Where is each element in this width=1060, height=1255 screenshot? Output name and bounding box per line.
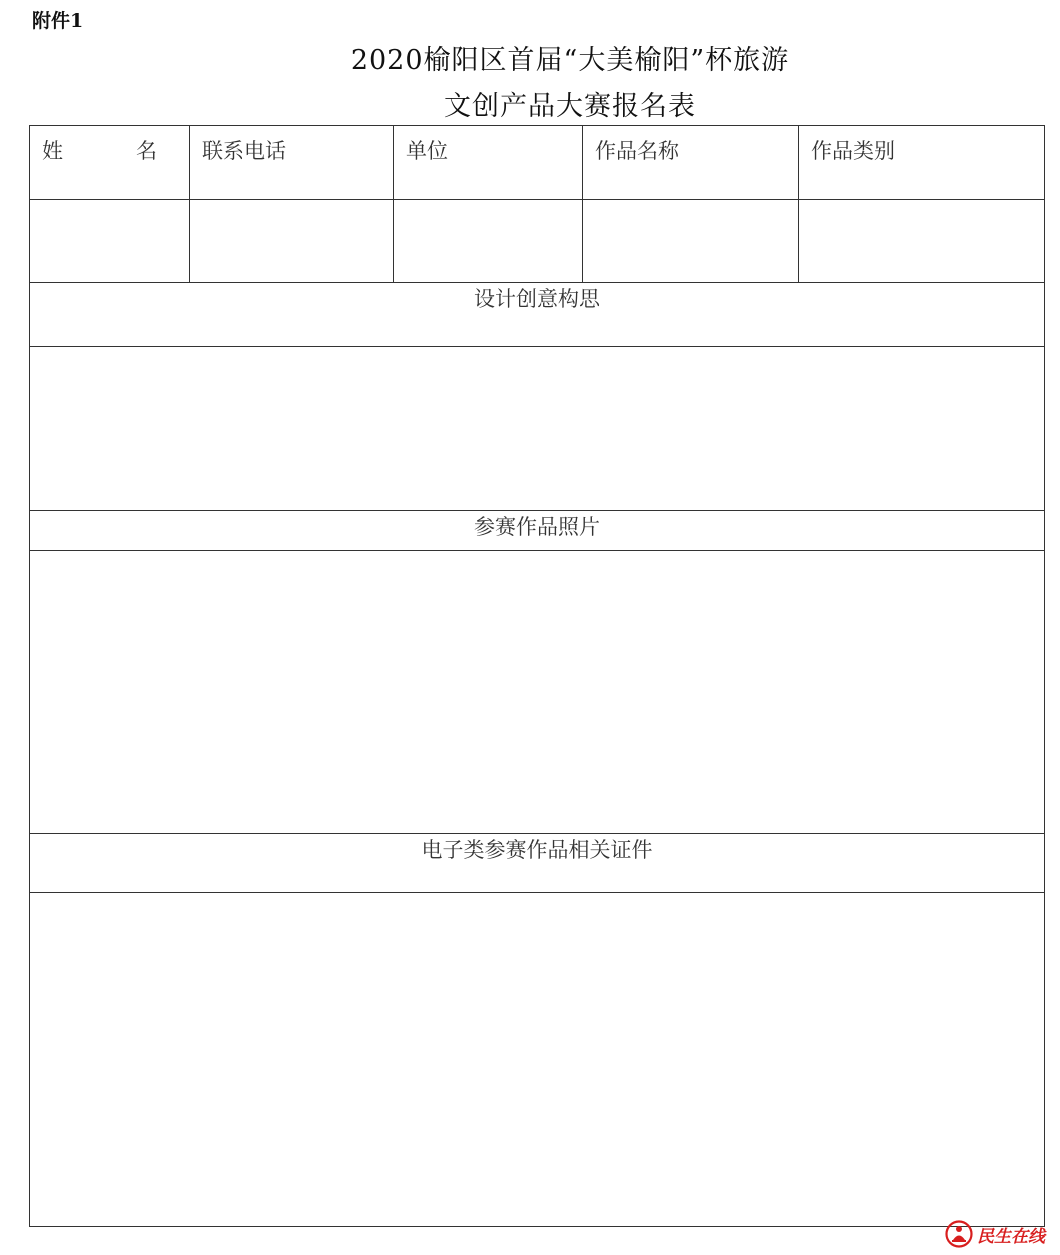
attachment-label: 附件1 [32,10,84,32]
work-category-input-cell[interactable] [799,200,1045,283]
watermark-logo [945,1219,1045,1249]
design-concept-header-row [30,283,1045,347]
design-concept-area-row [30,347,1045,511]
document-title-line2: 文创产品大赛报名表 [444,91,696,122]
certificates-input-area[interactable] [30,893,1045,1227]
header-row [30,126,1045,200]
certificates-header-row [30,834,1045,893]
work-name-input-cell[interactable] [583,200,799,283]
design-concept-label: 设计创意构思 [474,287,600,311]
entry-photos-input-area[interactable] [30,551,1045,834]
header-cell-unit [394,126,583,200]
certificates-area-row [30,893,1045,1227]
entry-row [30,200,1045,283]
entry-photos-heading [30,511,1045,551]
certificates-heading [30,834,1045,893]
document-title-line1: 2020榆阳区首届“大美榆阳”杯旅游 [350,45,790,76]
entry-photos-label: 参赛作品照片 [474,515,600,539]
entry-photos-header-row [30,511,1045,551]
work-name-label: 作品名称 [595,139,679,163]
work-category-label: 作品类别 [811,139,895,163]
header-cell-work-category [799,126,1045,200]
header-cell-phone [190,126,394,200]
phone-input-cell[interactable] [190,200,394,283]
name-label-part2: 名 [136,139,157,163]
registration-form-table [29,125,1045,1227]
unit-label: 单位 [406,139,448,163]
design-concept-heading [30,283,1045,347]
people-circle-logo-icon [945,1220,973,1248]
phone-label: 联系电话 [202,139,286,163]
design-concept-input-area[interactable] [30,347,1045,511]
header-cell-work-name [583,126,799,200]
name-label-part1: 姓 [42,139,63,163]
name-input-cell[interactable] [30,200,190,283]
entry-photos-area-row [30,551,1045,834]
watermark-text: 民生在线 [977,1226,1045,1247]
unit-input-cell[interactable] [394,200,583,283]
certificates-label: 电子类参赛作品相关证件 [421,838,653,862]
header-cell-name [30,126,190,200]
